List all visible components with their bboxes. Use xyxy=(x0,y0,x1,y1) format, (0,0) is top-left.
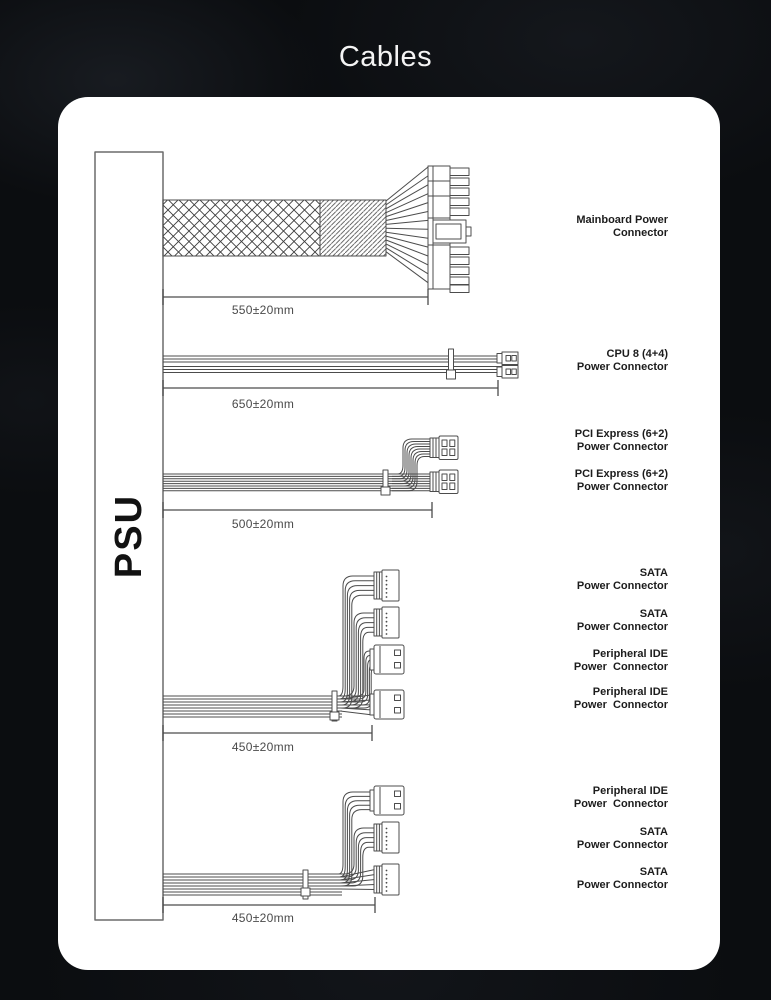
connector-label-mainboard xyxy=(478,214,668,240)
dimension-line-sata-ide xyxy=(163,725,372,741)
connector-label-pcie-2 xyxy=(478,468,668,494)
cable-length-label-pcie: 500±20mm xyxy=(231,517,295,531)
page-title: Cables xyxy=(338,41,433,73)
connector-label-line1: PCI Express (6+2) xyxy=(574,468,668,480)
connector-label-line1: Peripheral IDE xyxy=(592,648,668,660)
connector-pcie-6plus2 xyxy=(430,436,458,460)
cable-mainboard xyxy=(163,167,428,283)
connector-label-ide-3 xyxy=(478,785,668,811)
connector-molex xyxy=(370,690,404,719)
connector-label-line2: Power Connector xyxy=(576,879,668,891)
connector-label-line1: Peripheral IDE xyxy=(592,686,668,698)
connector-label-line1: SATA xyxy=(639,567,668,579)
connector-sata xyxy=(374,607,399,638)
connector-label-ide-2 xyxy=(478,686,668,712)
cable-cpu xyxy=(163,349,502,379)
connector-label-cpu xyxy=(478,348,668,374)
connector-label-line2: Power Connector xyxy=(576,481,668,493)
connector-label-line1: SATA xyxy=(639,826,668,838)
cable-length-label-cpu: 650±20mm xyxy=(231,397,295,411)
connector-label-ide-1 xyxy=(478,648,668,674)
connector-label-line2: Power Connector xyxy=(576,621,668,633)
connector-pcie-6plus2 xyxy=(430,470,458,494)
connector-molex xyxy=(370,645,404,674)
connector-label-line1: PCI Express (6+2) xyxy=(574,428,668,440)
connector-label-sata-1 xyxy=(478,567,668,593)
connector-label-line2: Power Connector xyxy=(576,441,668,453)
connector-label-pcie-1 xyxy=(478,428,668,454)
dimension-line-pcie xyxy=(163,502,432,518)
cable-pcie xyxy=(163,439,432,495)
dimension-line-cpu xyxy=(163,380,498,396)
connector-sata xyxy=(374,822,399,853)
connector-label-sata-3 xyxy=(478,826,668,852)
connector-label-line2: Power Connector xyxy=(573,699,668,711)
connector-label-sata-4 xyxy=(478,866,668,892)
connector-label-line2: Connector xyxy=(613,227,668,239)
connector-label-line1: Peripheral IDE xyxy=(592,785,668,797)
cable-length-label-sata-ide: 450±20mm xyxy=(231,740,295,754)
connector-sata xyxy=(374,864,399,895)
connector-label-sata-2 xyxy=(478,608,668,634)
connector-label-line2: Power Connector xyxy=(576,361,668,373)
connector-label-line2: Power Connector xyxy=(576,580,668,592)
connector-label-line2: Power Connector xyxy=(573,798,668,810)
connector-label-line1: SATA xyxy=(639,866,668,878)
connector-label-line1: Mainboard Power xyxy=(576,214,668,226)
diagram-card xyxy=(58,97,720,970)
cable-ide-sata xyxy=(163,792,375,899)
connector-label-line2: Power Connector xyxy=(576,839,668,851)
psu-label: PSU xyxy=(107,493,150,579)
connector-sata xyxy=(374,570,399,601)
connector-molex xyxy=(370,786,404,815)
cable-length-label-mainboard: 550±20mm xyxy=(231,303,295,317)
cable-length-label-ide-sata: 450±20mm xyxy=(231,911,295,925)
connector-24pin xyxy=(428,166,471,293)
connector-label-line2: Power Connector xyxy=(573,661,668,673)
cable-sata-ide xyxy=(163,576,375,721)
connector-label-line1: SATA xyxy=(639,608,668,620)
connector-label-line1: CPU 8 (4+4) xyxy=(606,348,668,360)
